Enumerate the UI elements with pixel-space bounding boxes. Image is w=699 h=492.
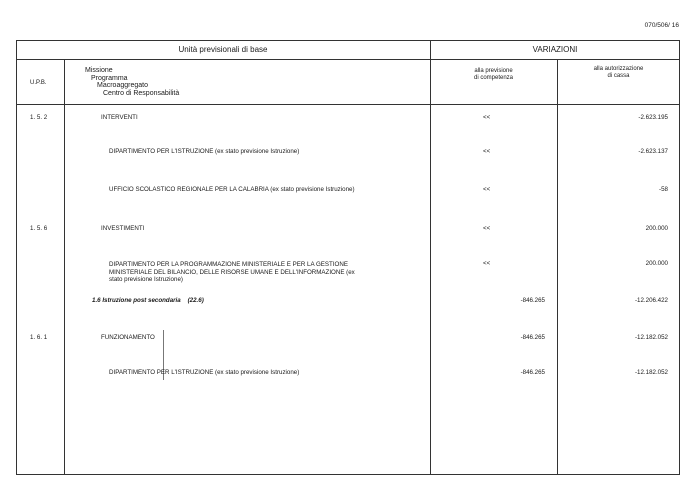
header-cassa-line2: di cassa xyxy=(607,73,630,79)
row-cassa: -2.623.137 xyxy=(638,148,668,155)
row-cassa: -12.182.052 xyxy=(634,334,668,341)
row-desc: DIPARTIMENTO PER L'ISTRUZIONE (ex stato previsione Istruzione) xyxy=(109,369,300,376)
header-hierarchy xyxy=(85,67,179,97)
header-macroaggregato: Macroaggregato xyxy=(97,82,148,89)
header-upb: U.P.B. xyxy=(30,80,47,86)
header-cassa-line1: alla autorizzazione xyxy=(593,66,644,72)
header-rule-bottom xyxy=(16,104,680,105)
row-desc-line: MINISTERIALE DEL BILANCIO, DELLE RISORSE UMANE E DELL'INFORMAZIONE (ex xyxy=(109,268,355,276)
row-desc: FUNZIONAMENTO xyxy=(101,334,155,341)
header-cassa xyxy=(557,66,680,80)
row-competenza: << xyxy=(483,114,491,121)
row-desc-line: stato previsione Istruzione) xyxy=(109,276,183,283)
row-competenza: -846.265 xyxy=(520,369,545,376)
row-competenza: << xyxy=(483,186,491,193)
header-competenza xyxy=(430,68,557,82)
table-frame xyxy=(16,40,680,475)
row-desc: INVESTIMENTI xyxy=(101,225,145,232)
row-competenza: -846.265 xyxy=(520,297,545,304)
header-unita-title: Unità previsionali di base xyxy=(178,45,268,54)
row-competenza: -846.265 xyxy=(520,334,545,341)
row-desc: UFFICIO SCOLASTICO REGIONALE PER LA CALABRIA (ex stato previsione Istruzione) xyxy=(109,186,355,193)
row-competenza: << xyxy=(483,260,491,267)
row-competenza: << xyxy=(483,225,491,232)
row-desc-multiline xyxy=(109,261,355,284)
header-competenza-line1: alla previsione xyxy=(474,68,513,74)
header-programma: Programma xyxy=(91,74,128,82)
column-divider-upb xyxy=(64,59,65,475)
row-cassa: 200.000 xyxy=(645,260,668,267)
row-desc: DIPARTIMENTO PER L'ISTRUZIONE (ex stato previsione Istruzione) xyxy=(109,148,300,155)
column-divider-cassa xyxy=(557,59,558,475)
document-code: 070/506/ 16 xyxy=(644,22,679,29)
row-cassa: -12.206.422 xyxy=(634,297,668,304)
row-upb: 1. 6. 1 xyxy=(30,334,48,341)
row-cassa: -2.623.195 xyxy=(638,114,668,121)
column-divider-variazioni xyxy=(430,40,431,475)
row-cassa: -12.182.052 xyxy=(634,369,668,376)
header-variazioni-title: VARIAZIONI xyxy=(532,45,578,54)
row-desc: INTERVENTI xyxy=(101,114,138,121)
row-upb: 1. 5. 6 xyxy=(30,225,48,232)
row-section-title: 1.6 Istruzione post secondaria (22.6) xyxy=(92,297,204,304)
header-competenza-line2: di competenza xyxy=(473,75,514,81)
row-cassa: -58 xyxy=(659,186,668,193)
row-competenza: << xyxy=(483,148,491,155)
row-upb: 1. 5. 2 xyxy=(30,114,48,121)
header-missione: Missione xyxy=(85,67,113,74)
header-centro: Centro di Responsabilità xyxy=(103,89,180,97)
header-rule-top xyxy=(16,59,680,60)
row-desc-line: DIPARTIMENTO PER LA PROGRAMMAZIONE MINISTERIALE E PER LA GESTIONE xyxy=(109,261,348,268)
row-cassa: 200.000 xyxy=(645,225,668,232)
